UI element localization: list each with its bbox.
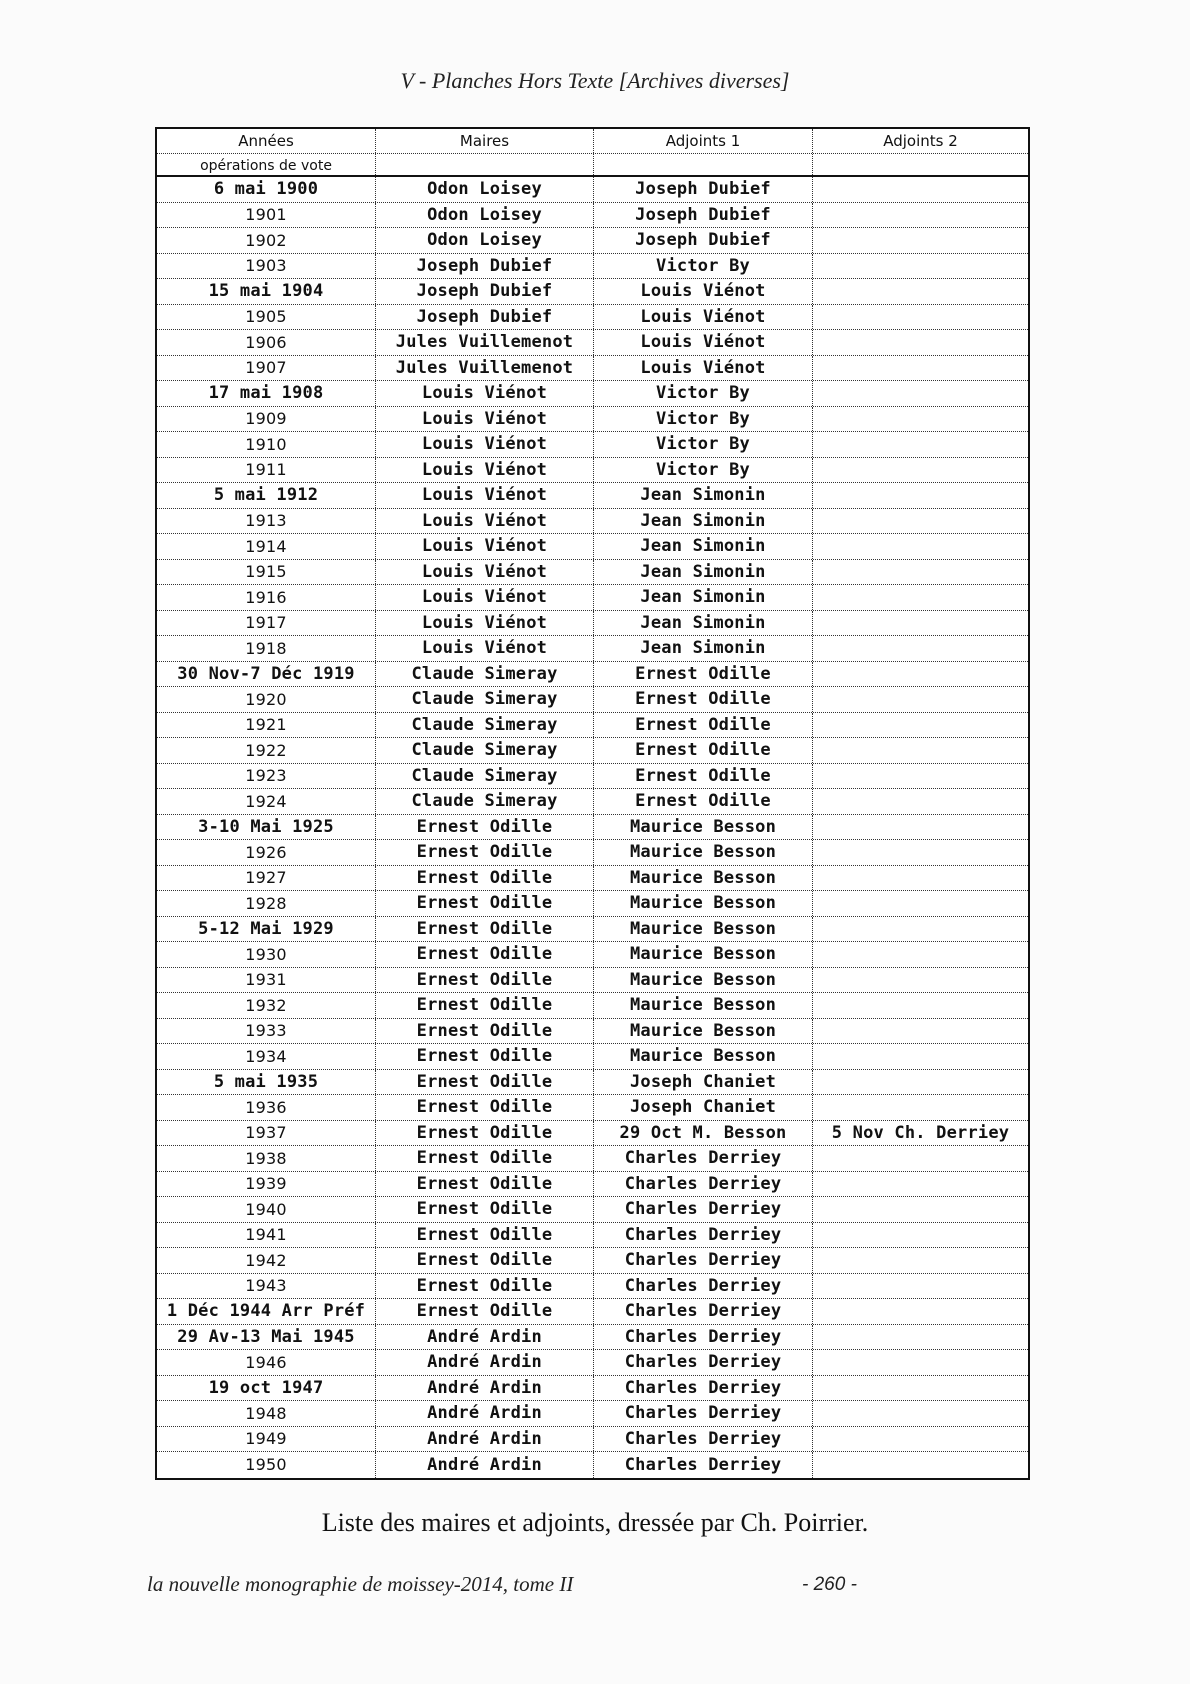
maire-cell: Jules Vuillemenot (376, 356, 594, 381)
table-row (157, 560, 1028, 586)
year-cell: 5 mai 1912 (157, 483, 376, 508)
subheader-empty (376, 154, 594, 175)
maire-cell: Ernest Odille (376, 866, 594, 891)
adjoint-1-cell: Ernest Odille (594, 687, 813, 712)
maire-cell: André Ardin (376, 1401, 594, 1426)
table-row (157, 1427, 1028, 1453)
year-cell: 1922 (157, 738, 376, 763)
maire-cell: Ernest Odille (376, 1070, 594, 1095)
year-cell: 1949 (157, 1427, 376, 1452)
year-cell: 1914 (157, 534, 376, 559)
maire-cell: Ernest Odille (376, 942, 594, 967)
table-row (157, 203, 1028, 229)
year-cell: 1916 (157, 585, 376, 610)
year-cell: 1934 (157, 1044, 376, 1069)
adjoint-1-cell: Maurice Besson (594, 840, 813, 865)
year-cell: 1911 (157, 458, 376, 483)
year-cell: 1917 (157, 611, 376, 636)
table-row (157, 585, 1028, 611)
table-row (157, 968, 1028, 994)
adjoint-2-cell (813, 407, 1028, 432)
year-cell: 1905 (157, 305, 376, 330)
adjoint-1-cell: Victor By (594, 381, 813, 406)
adjoint-1-cell: Joseph Dubief (594, 203, 813, 228)
adjoint-1-cell: Jean Simonin (594, 611, 813, 636)
table-row (157, 840, 1028, 866)
adjoint-1-cell: Jean Simonin (594, 534, 813, 559)
year-cell: 1926 (157, 840, 376, 865)
table-row (157, 687, 1028, 713)
table-row (157, 891, 1028, 917)
adjoint-2-cell (813, 1376, 1028, 1401)
adjoint-2-cell: 5 Nov Ch. Derriey (831, 1122, 1010, 1143)
year-cell: 1930 (157, 942, 376, 967)
table-row (157, 1146, 1028, 1172)
year-cell: 5-12 Mai 1929 (157, 917, 376, 942)
table-row (157, 330, 1028, 356)
year-cell: 17 mai 1908 (157, 381, 376, 406)
adjoint-2-cell (813, 254, 1028, 279)
adjoint-1-cell: Louis Viénot (594, 305, 813, 330)
year-cell: 1950 (157, 1452, 376, 1478)
adjoint-1-cell: Charles Derriey (594, 1274, 813, 1299)
adjoint-1-cell: Maurice Besson (594, 917, 813, 942)
adjoint-2-cell (813, 330, 1028, 355)
maire-cell: Ernest Odille (376, 1299, 594, 1324)
year-cell: 1937 (157, 1121, 376, 1146)
maire-cell: Ernest Odille (376, 1044, 594, 1069)
table-row (157, 432, 1028, 458)
adjoint-2-cell (813, 534, 1028, 559)
maire-cell: Louis Viénot (376, 432, 594, 457)
adjoint-2-cell (813, 738, 1028, 763)
adjoint-1-cell: Charles Derriey (594, 1172, 813, 1197)
adjoint-2-cell (813, 483, 1028, 508)
maire-cell: Louis Viénot (376, 458, 594, 483)
running-head: V - Planches Hors Texte [Archives diverses] (400, 68, 790, 93)
table-row (157, 381, 1028, 407)
table-row (157, 509, 1028, 535)
adjoint-1-cell: Louis Viénot (594, 356, 813, 381)
maire-cell: André Ardin (376, 1350, 594, 1375)
table-row (157, 1299, 1028, 1325)
adjoint-2-cell (813, 917, 1028, 942)
adjoint-2-cell (813, 1350, 1028, 1375)
adjoint-1-cell: Ernest Odille (594, 713, 813, 738)
adjoint-1-cell: Maurice Besson (594, 1044, 813, 1069)
year-cell: 1915 (157, 560, 376, 585)
table-row (157, 1376, 1028, 1402)
maire-cell: Claude Simeray (376, 764, 594, 789)
adjoint-1-cell: Jean Simonin (594, 585, 813, 610)
adjoint-2-cell (813, 662, 1028, 687)
table-row (157, 254, 1028, 280)
adjoint-1-cell: Victor By (594, 432, 813, 457)
footer-book-title: la nouvelle monographie de moissey-2014, tome II (147, 1572, 574, 1596)
adjoint-2-cell (813, 1070, 1028, 1095)
table-row (157, 228, 1028, 254)
year-cell: 1939 (157, 1172, 376, 1197)
year-cell: 1903 (157, 254, 376, 279)
table-header-row (157, 129, 1028, 154)
adjoint-2-cell (813, 815, 1028, 840)
table-row (157, 1223, 1028, 1249)
adjoint-1-cell: Charles Derriey (594, 1197, 813, 1222)
year-cell: 1910 (157, 432, 376, 457)
table-row (157, 407, 1028, 433)
table-row (157, 1274, 1028, 1300)
maire-cell: Odon Loisey (376, 203, 594, 228)
adjoint-1-cell: Charles Derriey (594, 1248, 813, 1273)
table-row (157, 534, 1028, 560)
table-row (157, 1044, 1028, 1070)
header-maires: Maires (376, 129, 594, 153)
year-cell: 1942 (157, 1248, 376, 1273)
adjoint-2-cell (813, 636, 1028, 661)
adjoint-1-cell: Jean Simonin (594, 560, 813, 585)
adjoint-1-cell: Charles Derriey (594, 1401, 813, 1426)
adjoint-2-cell (813, 891, 1028, 916)
adjoint-2-cell (813, 381, 1028, 406)
adjoint-2-cell (813, 866, 1028, 891)
adjoint-1-cell: Ernest Odille (594, 738, 813, 763)
table-row (157, 1452, 1028, 1478)
adjoint-1-cell: Maurice Besson (594, 866, 813, 891)
header-adjoints-1: Adjoints 1 (594, 129, 813, 153)
maire-cell: Ernest Odille (376, 840, 594, 865)
table-row (157, 1248, 1028, 1274)
adjoint-2-cell (813, 713, 1028, 738)
adjoint-1-cell: Victor By (594, 407, 813, 432)
maire-cell: Ernest Odille (376, 1248, 594, 1273)
year-cell: 1941 (157, 1223, 376, 1248)
table-row (157, 1095, 1028, 1121)
adjoint-2-cell (813, 1197, 1028, 1222)
maire-cell: André Ardin (376, 1325, 594, 1350)
adjoint-2-cell (813, 1146, 1028, 1171)
adjoint-1-cell: Maurice Besson (594, 891, 813, 916)
adjoint-1-cell: Charles Derriey (594, 1427, 813, 1452)
maire-cell: Claude Simeray (376, 662, 594, 687)
year-cell: 30 Nov-7 Déc 1919 (157, 662, 376, 687)
year-cell: 5 mai 1935 (157, 1070, 376, 1095)
adjoint-1-cell: Charles Derriey (594, 1350, 813, 1375)
adjoint-1-cell: Maurice Besson (594, 968, 813, 993)
year-cell: 1913 (157, 509, 376, 534)
year-cell: 1921 (157, 713, 376, 738)
table-row (157, 1325, 1028, 1351)
adjoint-1-cell: 29 Oct M. Besson (594, 1121, 813, 1146)
adjoint-1-cell: Maurice Besson (594, 993, 813, 1018)
maire-cell: Ernest Odille (376, 1121, 594, 1146)
maire-cell: Ernest Odille (376, 1274, 594, 1299)
year-cell: 1931 (157, 968, 376, 993)
maire-cell: Jules Vuillemenot (376, 330, 594, 355)
adjoint-1-cell: Joseph Chaniet (594, 1095, 813, 1120)
adjoint-1-cell: Louis Viénot (594, 330, 813, 355)
adjoint-2-cell (813, 1223, 1028, 1248)
adjoint-2-cell (813, 1452, 1028, 1478)
adjoint-1-cell: Louis Viénot (594, 279, 813, 304)
maire-cell: Ernest Odille (376, 993, 594, 1018)
maire-cell: Claude Simeray (376, 738, 594, 763)
year-cell: 1948 (157, 1401, 376, 1426)
adjoint-2-cell (813, 687, 1028, 712)
table-row (157, 458, 1028, 484)
adjoint-2-cell (813, 305, 1028, 330)
adjoint-1-cell: Jean Simonin (594, 636, 813, 661)
adjoint-1-cell: Charles Derriey (594, 1146, 813, 1171)
subheader-operations-de-vote: opérations de vote (157, 154, 376, 175)
table-row (157, 611, 1028, 637)
year-cell: 29 Av-13 Mai 1945 (157, 1325, 376, 1350)
table-row (157, 1197, 1028, 1223)
adjoint-1-cell: Ernest Odille (594, 789, 813, 814)
figure-caption: Liste des maires et adjoints, dressée par Ch. Poirrier. (321, 1508, 869, 1537)
maire-cell: Louis Viénot (376, 381, 594, 406)
adjoint-1-cell: Victor By (594, 458, 813, 483)
adjoint-2-cell (813, 1299, 1028, 1324)
header-adjoints-2: Adjoints 2 (883, 132, 958, 150)
year-cell: 1938 (157, 1146, 376, 1171)
maire-cell: Joseph Dubief (376, 305, 594, 330)
adjoint-2-cell (813, 203, 1028, 228)
maire-cell: Ernest Odille (376, 1197, 594, 1222)
maire-cell: André Ardin (376, 1376, 594, 1401)
maire-cell: Ernest Odille (376, 917, 594, 942)
table-row (157, 917, 1028, 943)
adjoint-1-cell: Charles Derriey (594, 1223, 813, 1248)
table-row (157, 636, 1028, 662)
year-cell: 1932 (157, 993, 376, 1018)
adjoint-2-cell (813, 1401, 1028, 1426)
adjoint-2-cell (813, 1427, 1028, 1452)
year-cell: 1928 (157, 891, 376, 916)
maire-cell: Ernest Odille (376, 815, 594, 840)
adjoint-1-cell: Victor By (594, 254, 813, 279)
table-row (157, 279, 1028, 305)
table-row (157, 1172, 1028, 1198)
table-row (157, 993, 1028, 1019)
maire-cell: Ernest Odille (376, 891, 594, 916)
year-cell: 1 Déc 1944 Arr Préf (157, 1299, 376, 1324)
adjoint-1-cell: Ernest Odille (594, 764, 813, 789)
maire-cell: Louis Viénot (376, 483, 594, 508)
adjoint-2-cell (813, 1248, 1028, 1273)
mayors-table (155, 127, 1030, 1480)
adjoint-2-cell (813, 458, 1028, 483)
table-row (157, 1070, 1028, 1096)
adjoint-2-cell (813, 611, 1028, 636)
year-cell: 1918 (157, 636, 376, 661)
adjoint-2-cell (813, 764, 1028, 789)
table-subheader-row (157, 154, 1028, 177)
table-row (157, 1401, 1028, 1427)
header-annees: Années (157, 129, 376, 153)
table-body (157, 177, 1028, 1478)
maire-cell: Louis Viénot (376, 509, 594, 534)
adjoint-2-cell (813, 585, 1028, 610)
adjoint-1-cell: Joseph Dubief (594, 177, 813, 202)
adjoint-1-cell: Charles Derriey (594, 1299, 813, 1324)
table-row (157, 305, 1028, 331)
adjoint-2-cell (813, 942, 1028, 967)
year-cell: 1907 (157, 356, 376, 381)
year-cell: 1902 (157, 228, 376, 253)
maire-cell: Ernest Odille (376, 1223, 594, 1248)
adjoint-1-cell: Maurice Besson (594, 942, 813, 967)
maire-cell: Louis Viénot (376, 534, 594, 559)
year-cell: 1924 (157, 789, 376, 814)
table-row (157, 789, 1028, 815)
table-row (157, 713, 1028, 739)
year-cell: 3-10 Mai 1925 (157, 815, 376, 840)
adjoint-2-cell (813, 432, 1028, 457)
adjoint-2-cell (813, 177, 1028, 202)
adjoint-2-cell (813, 968, 1028, 993)
maire-cell: Louis Viénot (376, 407, 594, 432)
adjoint-1-cell: Charles Derriey (594, 1376, 813, 1401)
maire-cell: Louis Viénot (376, 636, 594, 661)
table-row (157, 942, 1028, 968)
table-row (157, 764, 1028, 790)
year-cell: 1923 (157, 764, 376, 789)
maire-cell: Joseph Dubief (376, 254, 594, 279)
year-cell: 1906 (157, 330, 376, 355)
year-cell: 1936 (157, 1095, 376, 1120)
table-row (157, 738, 1028, 764)
adjoint-2-cell (813, 1095, 1028, 1120)
table-row (157, 662, 1028, 688)
maire-cell: Odon Loisey (376, 228, 594, 253)
adjoint-1-cell: Ernest Odille (594, 662, 813, 687)
adjoint-2-cell (813, 789, 1028, 814)
maire-cell: Joseph Dubief (376, 279, 594, 304)
table-row (157, 483, 1028, 509)
year-cell: 1943 (157, 1274, 376, 1299)
year-cell: 19 oct 1947 (157, 1376, 376, 1401)
adjoint-2-cell (813, 1172, 1028, 1197)
table-row (157, 177, 1028, 203)
adjoint-1-cell: Joseph Dubief (594, 228, 813, 253)
table-row (157, 1121, 1028, 1147)
adjoint-1-cell: Charles Derriey (594, 1452, 813, 1478)
table-row (157, 815, 1028, 841)
footer-page-number: - 260 - (802, 1574, 857, 1595)
adjoint-2-cell (813, 356, 1028, 381)
adjoint-2-cell (813, 1325, 1028, 1350)
adjoint-2-cell (813, 1044, 1028, 1069)
maire-cell: Louis Viénot (376, 585, 594, 610)
table-row (157, 1019, 1028, 1045)
adjoint-2-cell (813, 1019, 1028, 1044)
adjoint-1-cell: Charles Derriey (594, 1325, 813, 1350)
adjoint-2-cell (813, 509, 1028, 534)
table-row (157, 866, 1028, 892)
table-row (157, 1350, 1028, 1376)
maire-cell: Ernest Odille (376, 1172, 594, 1197)
maire-cell: Ernest Odille (376, 1019, 594, 1044)
maire-cell: Ernest Odille (376, 1095, 594, 1120)
adjoint-1-cell: Jean Simonin (594, 509, 813, 534)
year-cell: 1920 (157, 687, 376, 712)
year-cell: 15 mai 1904 (157, 279, 376, 304)
year-cell: 1901 (157, 203, 376, 228)
maire-cell: Louis Viénot (376, 560, 594, 585)
adjoint-1-cell: Maurice Besson (594, 1019, 813, 1044)
year-cell: 1927 (157, 866, 376, 891)
maire-cell: Louis Viénot (376, 611, 594, 636)
maire-cell: André Ardin (376, 1427, 594, 1452)
maire-cell: Claude Simeray (376, 789, 594, 814)
adjoint-2-cell (813, 840, 1028, 865)
adjoint-1-cell: Joseph Chaniet (594, 1070, 813, 1095)
adjoint-2-cell (813, 279, 1028, 304)
year-cell: 6 mai 1900 (157, 177, 376, 202)
adjoint-2-cell (813, 560, 1028, 585)
maire-cell: André Ardin (376, 1452, 594, 1478)
subheader-empty (594, 154, 813, 175)
year-cell: 1933 (157, 1019, 376, 1044)
adjoint-2-cell (813, 228, 1028, 253)
maire-cell: Claude Simeray (376, 713, 594, 738)
subheader-empty (813, 154, 1028, 175)
year-cell: 1909 (157, 407, 376, 432)
maire-cell: Claude Simeray (376, 687, 594, 712)
adjoint-2-cell (813, 993, 1028, 1018)
year-cell: 1940 (157, 1197, 376, 1222)
adjoint-1-cell: Jean Simonin (594, 483, 813, 508)
adjoint-1-cell: Maurice Besson (594, 815, 813, 840)
adjoint-2-cell (813, 1274, 1028, 1299)
maire-cell: Odon Loisey (376, 177, 594, 202)
table-row (157, 356, 1028, 382)
year-cell: 1946 (157, 1350, 376, 1375)
maire-cell: Ernest Odille (376, 968, 594, 993)
maire-cell: Ernest Odille (376, 1146, 594, 1171)
